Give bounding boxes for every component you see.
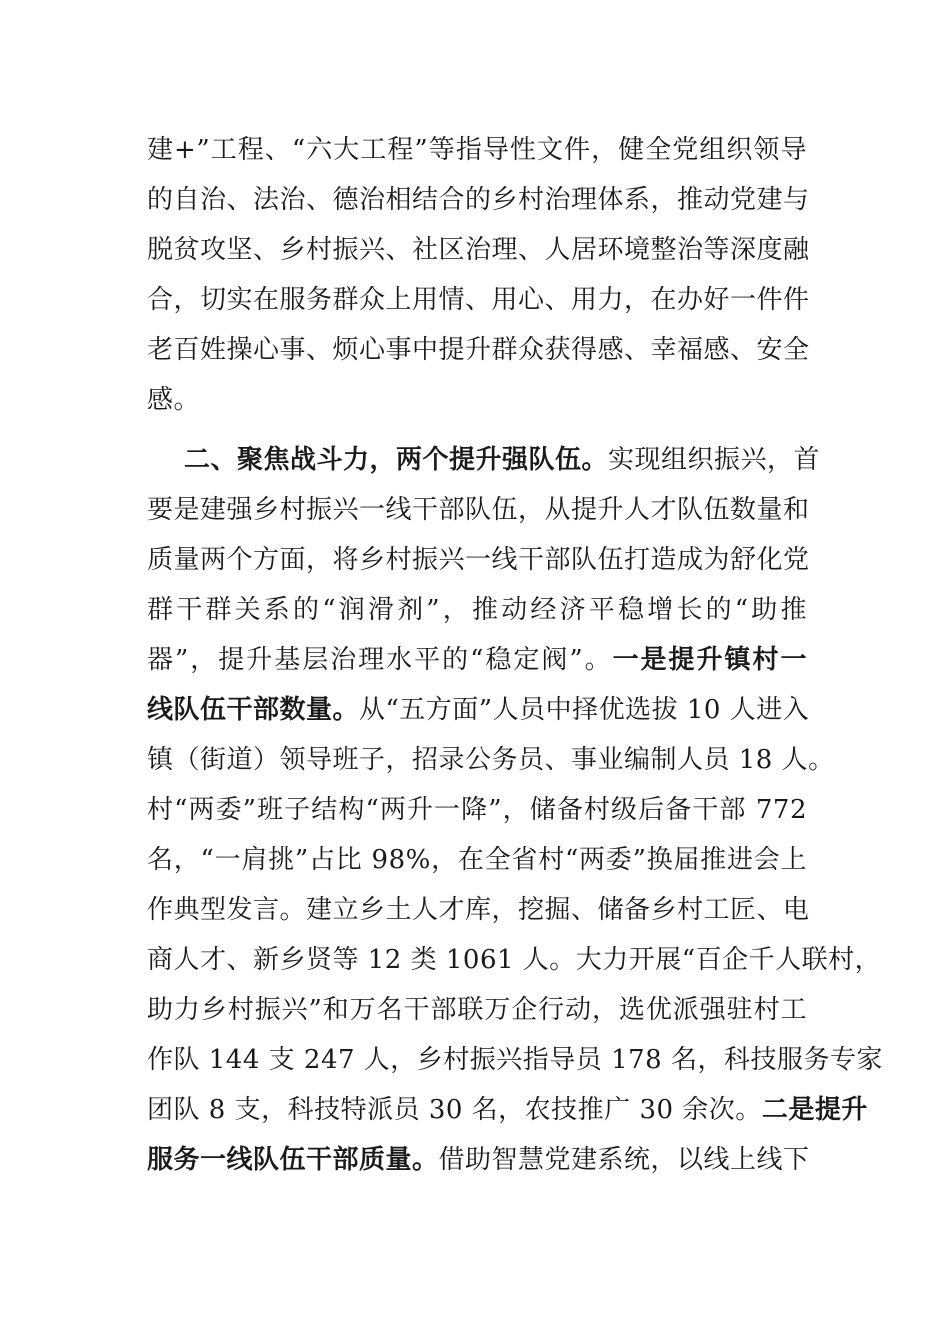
point-title: 线队伍干部数量。 <box>147 695 360 725</box>
point-title: 服务一线队伍干部质量。 <box>147 1145 439 1175</box>
text-run: 器”，提升基层治理水平的“稳定阀”。 <box>147 645 613 675</box>
text-line <box>147 1085 868 1135</box>
text-line: 质量两个方面，将乡村振兴一线干部队伍打造成为舒化党 <box>147 545 810 575</box>
text-line: 商人才、新乡贤等 12 类 1061 人。大力开展“百企千人联村， <box>147 945 882 975</box>
paragraph-2 <box>147 435 883 1185</box>
section-heading: 二、聚焦战斗力，两个提升强队伍。 <box>184 445 609 475</box>
text-line: 要是建强乡村振兴一线干部队伍，从提升人才队伍数量和 <box>147 495 810 525</box>
text-line: 名，“一肩挑”占比 98%，在全省村“两委”换届推进会上 <box>147 845 807 875</box>
paragraph-spacer <box>147 425 807 435</box>
text-run: 团队 8 支，科技特派员 30 名，农技推广 30 余次。 <box>147 1095 762 1125</box>
text-line <box>147 635 807 685</box>
text-run: 从“五方面”人员中择优选拔 10 人进入 <box>359 695 810 725</box>
document-body <box>147 125 883 1185</box>
paragraph-1 <box>147 125 810 425</box>
text-line <box>147 1135 810 1185</box>
text-line <box>147 685 810 735</box>
text-line: 村“两委”班子结构“两升一降”，储备村级后备干部 772 <box>147 795 807 825</box>
text-line: 助力乡村振兴”和万名干部联万企行动，选优派强驻村工 <box>147 995 807 1025</box>
text-line: 群干群关系的“润滑剂”，推动经济平稳增长的“助推 <box>147 595 807 625</box>
text-line <box>147 435 821 485</box>
text-line: 脱贫攻坚、乡村振兴、社区治理、人居环境整治等深度融 <box>147 235 810 265</box>
text-line: 的自治、法治、德治相结合的乡村治理体系，推动党建与 <box>147 185 810 215</box>
text-line: 镇（街道）领导班子，招录公务员、事业编制人员 18 人。 <box>147 745 835 775</box>
point-title: 一是提升镇村一 <box>612 645 807 675</box>
text-line: 感。 <box>147 385 201 415</box>
text-line: 老百姓操心事、烦心事中提升群众获得感、幸福感、安全 <box>147 335 810 365</box>
text-run: 借助智慧党建系统，以线上线下 <box>438 1145 810 1175</box>
text-line: 建+”工程、“六大工程”等指导性文件，健全党组织领导 <box>147 135 807 165</box>
text-line: 作队 144 支 247 人，乡村振兴指导员 178 名，科技服务专家 <box>147 1045 883 1075</box>
point-title: 二是提升 <box>761 1095 868 1125</box>
text-line: 作典型发言。建立乡土人才库，挖掘、储备乡村工匠、电 <box>147 895 810 925</box>
text-run: 实现组织振兴，首 <box>608 445 821 475</box>
text-line: 合，切实在服务群众上用情、用心、用力，在办好一件件 <box>147 285 810 315</box>
